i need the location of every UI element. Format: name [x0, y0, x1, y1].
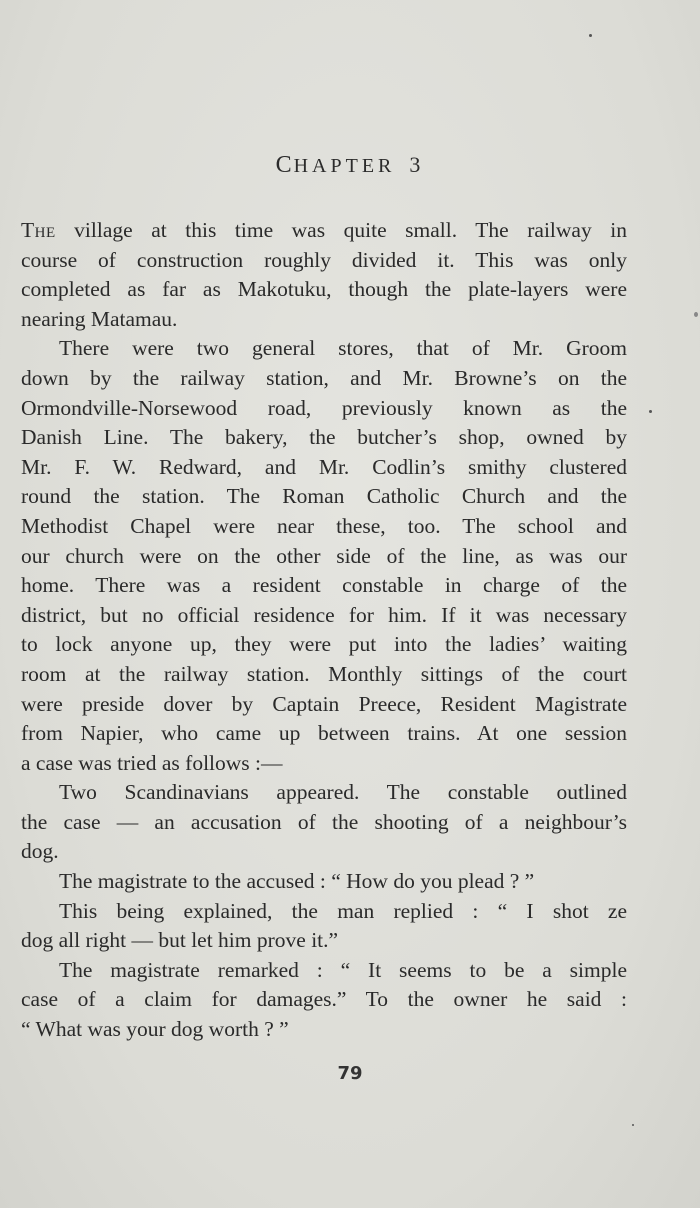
print-speck: [649, 410, 652, 413]
print-speck: [694, 312, 698, 317]
text-line: a case was tried as follows :—: [21, 750, 283, 775]
text-line: completed as far as Makotuku, though the plate-layers were: [21, 277, 627, 302]
text-line: Methodist Chapel were near these, too. The school and: [21, 513, 627, 538]
print-speck: [589, 34, 592, 37]
print-speck: [632, 1124, 634, 1126]
text-line: Danish Line. The bakery, the butcher’s shop, owned by: [21, 425, 627, 450]
text-line: The magistrate remarked : “ It seems to be a simple: [59, 957, 627, 982]
chapter-number: 3: [409, 152, 425, 177]
text-line: room at the railway station. Monthly sittings of the court: [21, 661, 627, 686]
text-line: home. There was a resident constable in charge of the: [21, 573, 627, 598]
text-line: course of construction roughly divided it. This was only: [21, 247, 627, 272]
text-line: to lock anyone up, they were put into the ladies’ waiting: [21, 632, 627, 657]
chapter-word-rest: HAPTER: [293, 155, 396, 177]
text-line: Two Scandinavians appeared. The constable outlined: [59, 780, 627, 805]
text-line: the case — an accusation of the shooting of a neighbour’s: [21, 809, 627, 834]
body-text: [21, 216, 627, 1045]
chapter-word: [275, 152, 396, 178]
text-line: nearing Matamau.: [21, 306, 178, 331]
text-line: down by the railway station, and Mr. Browne’s on the: [21, 365, 627, 390]
text-line: “ What was your dog worth ? ”: [21, 1017, 289, 1042]
text-line: were preside dover by Captain Preece, Resident Magistrate: [21, 691, 627, 716]
text-line: There were two general stores, that of Mr. Groom: [59, 336, 627, 361]
chapter-heading: [0, 152, 700, 179]
paragraph-lead-word: The: [21, 218, 56, 242]
text-line: The village at this time was quite small. The railway in: [21, 218, 627, 242]
text-line: Ormondville-Norsewood road, previously known as the: [21, 395, 627, 420]
text-line: our church were on the other side of the line, as was our: [21, 543, 627, 568]
text-line: from Napier, who came up between trains. At one session: [21, 721, 627, 746]
text-line: dog.: [21, 839, 59, 864]
text-line: district, but no official residence for him. If it was necessary: [21, 602, 627, 627]
page-number: 79: [337, 1063, 363, 1084]
text-line: The magistrate to the accused : “ How do you plead ? ”: [59, 869, 535, 894]
chapter-word-initial: C: [275, 152, 294, 178]
text-line: case of a claim for damages.” To the owner he said :: [21, 987, 627, 1012]
text-line: Mr. F. W. Redward, and Mr. Codlin’s smithy clustered: [21, 454, 627, 479]
text-line: This being explained, the man replied : “ I shot ze: [59, 898, 627, 923]
text-line: round the station. The Roman Catholic Church and the: [21, 484, 627, 509]
text-line: dog all right — but let him prove it.”: [21, 928, 339, 953]
